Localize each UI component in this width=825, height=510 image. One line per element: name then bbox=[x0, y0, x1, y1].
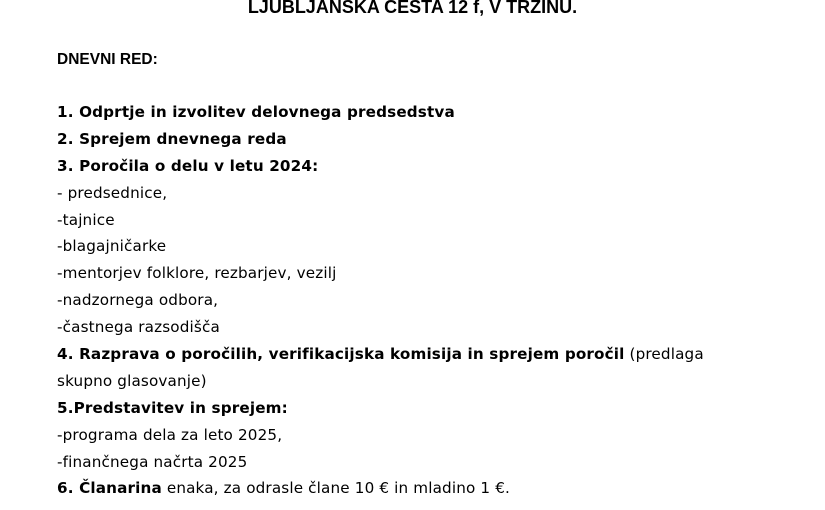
agenda-label: DNEVNI RED: bbox=[57, 51, 158, 68]
agenda-subitem: -blagajničarke bbox=[57, 237, 167, 256]
agenda-subitem: -programa dela za leto 2025, bbox=[57, 425, 283, 444]
agenda-item-6-text: enaka, za odrasle člane 10 € in mladino 1 €. bbox=[161, 479, 510, 498]
agenda-item-6-bold: 6. Članarina bbox=[57, 479, 162, 498]
agenda-subitem: -častnega razsodišča bbox=[57, 318, 220, 337]
agenda-item-4 bbox=[57, 341, 817, 368]
agenda-subitem: -finančnega načrta 2025 bbox=[57, 452, 248, 471]
agenda-item-2: 2. Sprejem dnevnega reda bbox=[57, 129, 287, 148]
agenda-subitem: - predsednice, bbox=[57, 183, 168, 202]
agenda-item-6 bbox=[57, 475, 817, 502]
agenda-list bbox=[57, 99, 817, 502]
agenda-item-1: 1. Odprtje in izvolitev delovnega predsedstva bbox=[57, 103, 455, 121]
agenda-item-4-note: (predlaga bbox=[624, 345, 704, 364]
agenda-subitem: -tajnice bbox=[57, 210, 115, 229]
address-heading: LJUBLJANSKA CESTA 12 f, V TRZINU. bbox=[247, 0, 578, 17]
agenda-item-3: 3. Poročila o delu v letu 2024: bbox=[57, 156, 319, 175]
agenda-item-5: 5.Predstavitev in sprejem: bbox=[57, 398, 288, 417]
agenda-subitem: -nadzornega odbora, bbox=[57, 291, 219, 310]
agenda-item-4-bold: 4. Razprava o poročilih, verifikacijska komisija in sprejem poročil bbox=[57, 345, 625, 364]
agenda-subitem: -mentorjev folklore, rezbarjev, vezilj bbox=[57, 264, 337, 283]
agenda-item-4-continuation: skupno glasovanje) bbox=[57, 371, 207, 390]
